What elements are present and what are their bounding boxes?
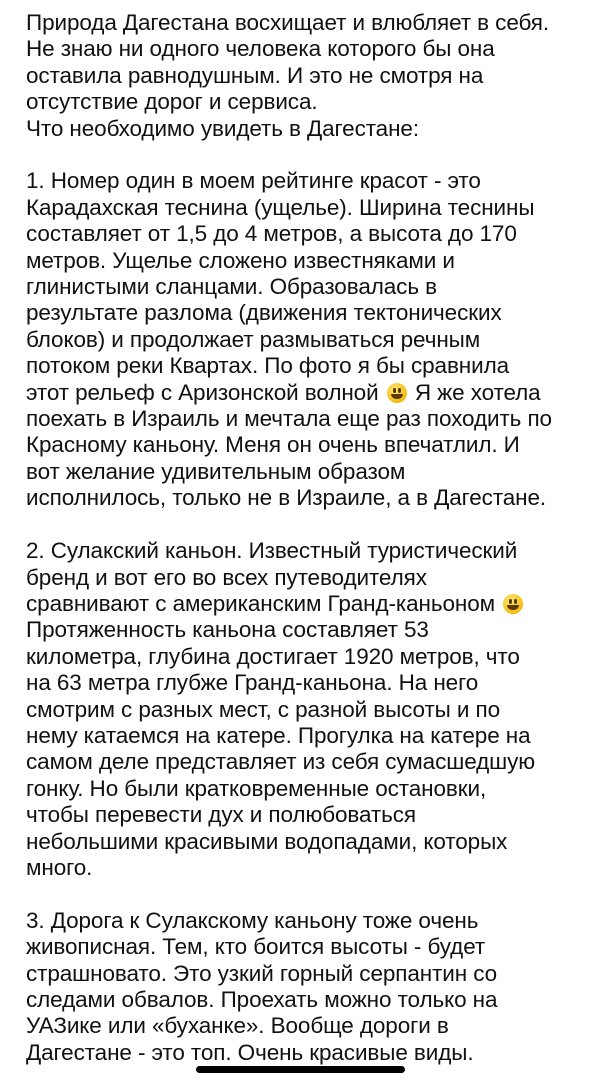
text-line: много. (26, 854, 93, 880)
text-line: вот желание удивительным образом (26, 458, 406, 484)
paragraph-gap (26, 512, 592, 538)
note-body (26, 10, 592, 1066)
paragraph-sulak-canyon (26, 538, 592, 881)
text-line: глинистыми сланцами. Образовалась в (26, 274, 437, 300)
text-line: отсутствие дорог и сервиса. (26, 89, 318, 115)
text-line: Красному каньону. Меня он очень впечатлил. И (26, 432, 520, 458)
paragraph-intro (26, 10, 592, 142)
text-line: на 63 метра глубже Гранд-каньона. На него (26, 670, 479, 696)
text-line: 3. Дорога к Сулакскому каньону тоже очень (26, 907, 479, 933)
home-indicator[interactable] (196, 1066, 405, 1073)
text-line: живописная. Тем, кто боится высоты - будет (26, 934, 486, 960)
text-line: исполнилось, только не в Израиле, а в Дагестане. (26, 485, 547, 511)
text-line: 2. Сулакский каньон. Известный туристический (26, 538, 518, 564)
text-line: составляет от 1,5 до 4 метров, а высота до 170 (26, 221, 517, 247)
paragraph-gap (26, 142, 592, 168)
text-line: страшновато. Это узкий горный серпантин со (26, 960, 498, 986)
smiling-face-emoji-icon (387, 383, 407, 403)
paragraph-karadakh (26, 168, 592, 511)
text-line: оставила равнодушным. И это не смотря на (26, 62, 484, 88)
text-line: 1. Номер один в моем рейтинге красот - это (26, 168, 481, 194)
text-segment: сравнивают с американским Гранд-каньоном (26, 590, 496, 616)
text-line: небольшими красивыми водопадами, которых (26, 828, 508, 854)
text-line (26, 380, 592, 406)
text-line: УАЗике или «буханке». Вообще дороги в (26, 1013, 449, 1039)
text-line: самом деле представляет из себя сумасшедшую (26, 749, 536, 775)
smiling-face-emoji-icon (503, 594, 523, 614)
paragraph-road (26, 908, 592, 1066)
text-line: смотрим с разных мест, с разной высоты и по (26, 696, 501, 722)
text-line: Карадахская теснина (ущелье). Ширина теснины (26, 194, 535, 220)
text-line: гонку. Но были кратковременные остановки, (26, 775, 487, 801)
text-line (26, 591, 592, 617)
text-segment: Я же хотела (414, 379, 541, 405)
text-line: Не знаю ни одного человека которого бы она (26, 36, 495, 62)
text-line: бренд и вот его во всех путеводителях (26, 564, 427, 590)
text-line: километра, глубина достигает 1920 метров, что (26, 643, 520, 669)
paragraph-gap (26, 881, 592, 907)
text-line: метров. Ущелье сложено известняками и (26, 247, 455, 273)
text-segment: этот рельеф с Аризонской волной (26, 379, 379, 405)
text-line: Дагестане - это топ. Очень красивые виды. (26, 1039, 474, 1065)
text-line: следами обвалов. Проехать можно только на (26, 986, 498, 1012)
text-line: блоков) и продолжает размываться речным (26, 326, 481, 352)
text-line: Что необходимо увидеть в Дагестане: (26, 115, 419, 141)
text-line: чтобы перевести дух и полюбоваться (26, 802, 416, 828)
text-line: Протяженность каньона составляет 53 (26, 617, 429, 643)
text-line: нему катаемся на катере. Прогулка на катере на (26, 722, 531, 748)
text-line: потоком реки Квартах. По фото я бы сравнила (26, 353, 510, 379)
text-line: Природа Дагестана восхищает и влюбляет в себя. (26, 10, 550, 35)
text-line: поехать в Израиль и мечтала еще раз походить по (26, 406, 552, 432)
text-line: результате разлома (движения тектонических (26, 300, 502, 326)
